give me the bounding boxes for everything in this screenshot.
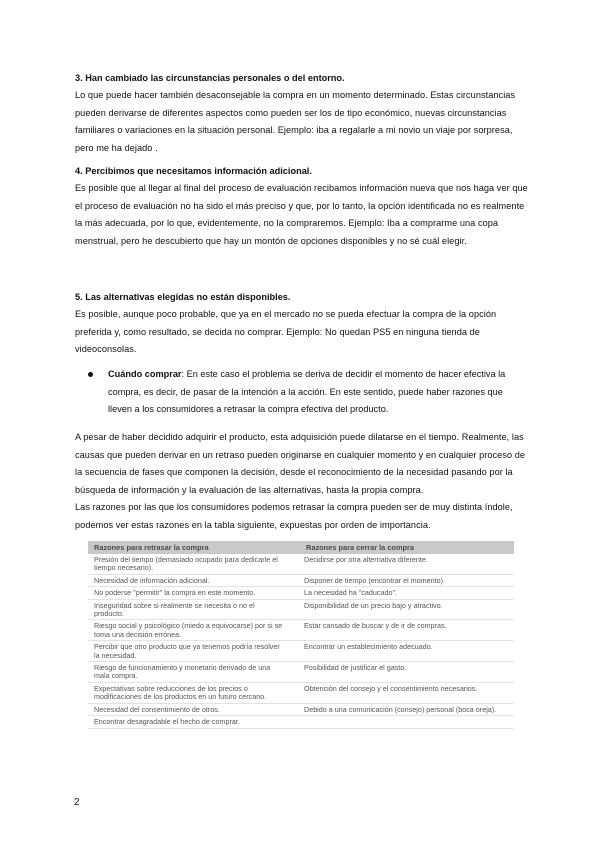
section-3-heading: 3. Han cambiado las circunstancias personales o del entorno.: [75, 73, 345, 83]
table-cell-close-reason: Debido a una comunicación (consejo) personal (boca oreja).: [304, 704, 497, 714]
table-header-close: Razones para cerrar la compra: [306, 543, 415, 552]
table-row: [88, 554, 514, 575]
table-cell-close-reason: [300, 716, 514, 727]
body-paragraph-1: A pesar de haber decidido adquirir el producto, esta adquisición puede dilatarse en el tiempo. Realmente, las causas que pueden derivar en un retraso pueden originarse en cualquier momento y en cualquier proceso de la secuencia de fases que componen la decisión, desde el reconocimiento de la necesidad pasando por la búsqueda de información y la evaluación de las alternativas, hasta la propia compra.: [75, 432, 526, 495]
table-row: [88, 704, 514, 716]
table-cell-close-reason: La necesidad ha "caducado".: [304, 588, 398, 598]
table-cell-close-reason: Disponibilidad de un precio bajo y atractivo.: [304, 600, 443, 610]
table-cell-delay-reason: Riesgo social y psicológico (miedo a equivocarse) por si se toma una decisión errónea.: [94, 621, 283, 639]
table-row: [88, 641, 514, 662]
table-cell-delay-reason: Necesidad del consentimiento de otros.: [94, 704, 220, 714]
table-header-delay: Razones para retrasar la compra: [94, 543, 209, 552]
section-3-paragraph: Lo que puede hacer también desaconsejable la compra en un momento determinado. Estas circunstancias pueden derivarse de diferentes aspectos como pueden ser los de tipo económico, nuevas circunstancias familiares o variaciones en la situación personal. Ejemplo: iba a regalarle a mi novio un viaje por sorpresa, pero me ha dejado .: [75, 90, 516, 153]
table-cell-delay-reason: Inseguridad sobre si realmente se necesita o no el producto.: [94, 600, 255, 619]
table-cell-close-reason: Decidirse por otra alternativa diferente.: [304, 555, 428, 564]
section-5: [75, 289, 531, 359]
page-number: 2: [74, 797, 80, 808]
section-4-paragraph: Es posible que al llegar al final del proceso de evaluación recibamos información nueva que nos haga ver que el proceso de evaluación no ha sido el más preciso y que, por lo tanto, la opción identificada no es realmente la más adecuada, por lo que, evidentemente, no la compraremos. Ejemplo: Iba a comprarme una copa menstrual, pero he descubierto que hay un montón de opciones disponibles y no sé cuál elegir.: [75, 183, 528, 246]
bullet-description: : En este caso el problema se deriva de decidir el momento de hacer efectiva la compra, es decir, de pasar de la intención a la acción. En este sentido, puede haber razones que lleven a los consumidores a retrasar la compra efectiva del producto.: [108, 369, 506, 415]
table-cell-close-reason: Disponer de tiempo (encontrar el momento).: [304, 575, 446, 585]
table-cell-delay-reason: Presión del tiempo (demasiado ocupado para dedicarle el tiempo necesario).: [94, 555, 278, 573]
bullet-text: [108, 366, 518, 419]
table-row: [88, 620, 514, 641]
table-cell-delay-reason: Encontrar desagradable el hecho de comprar.: [94, 717, 240, 727]
table-cell-delay-reason: Necesidad de información adicional.: [94, 575, 210, 585]
table-cell-close-reason: Posibilidad de justificar el gasto.: [304, 663, 407, 673]
table-row: [88, 662, 514, 683]
bullet-dot-icon: [88, 372, 93, 377]
table-cell-delay-reason: No poderse "permitir" la compra en este momento.: [94, 588, 256, 598]
table-header: [88, 541, 514, 554]
section-5-paragraph: Es posible, aunque poco probable, que ya en el mercado no se pueda efectuar la compra de la opción preferida y, como resultado, se decida no comprar. Ejemplo: No quedan PS5 en ninguna tienda de videoconsolas.: [75, 309, 497, 355]
table-cell-close-reason: Estar cansado de buscar y de ir de compras.: [304, 621, 447, 631]
table-cell-close-reason: Obtención del consejo y el consentimiento necesarios.: [304, 683, 478, 693]
table-body: [88, 554, 514, 729]
table-cell-delay-reason: Percibir que otro producto que ya tenemos podría resolver la necesidad.: [94, 642, 280, 660]
bullet-term: Cuándo comprar: [108, 369, 182, 379]
table-row: [88, 575, 514, 587]
table-row: [88, 716, 514, 728]
table-cell-delay-reason: Expectativas sobre reducciones de los precios o modificaciones de los productos en un futuro cercano.: [94, 683, 267, 702]
reasons-table: [88, 541, 514, 769]
table-cell-close-reason: Encontrar un establecimiento adecuado.: [304, 642, 433, 652]
section-4-heading: 4. Percibimos que necesitamos información adicional.: [75, 166, 312, 176]
bullet-item: [88, 366, 518, 419]
table-row: [88, 683, 514, 704]
table-cell-delay-reason: Riesgo de funcionamiento y monetario derivado de una mala compra.: [94, 663, 271, 681]
body-text: [75, 429, 531, 535]
section-5-heading: 5. Las alternativas elegidas no están disponibles.: [75, 292, 291, 302]
table-row: [88, 587, 514, 599]
section-4: [75, 163, 531, 250]
body-paragraph-2: Las razones por las que los consumidores podemos retrasar la compra pueden ser de muy distinta índole, podemos ver estas razones en la tabla siguiente, expuestas por orden de importancia.: [75, 502, 513, 530]
section-3: [75, 70, 531, 157]
table-row: [88, 600, 514, 621]
